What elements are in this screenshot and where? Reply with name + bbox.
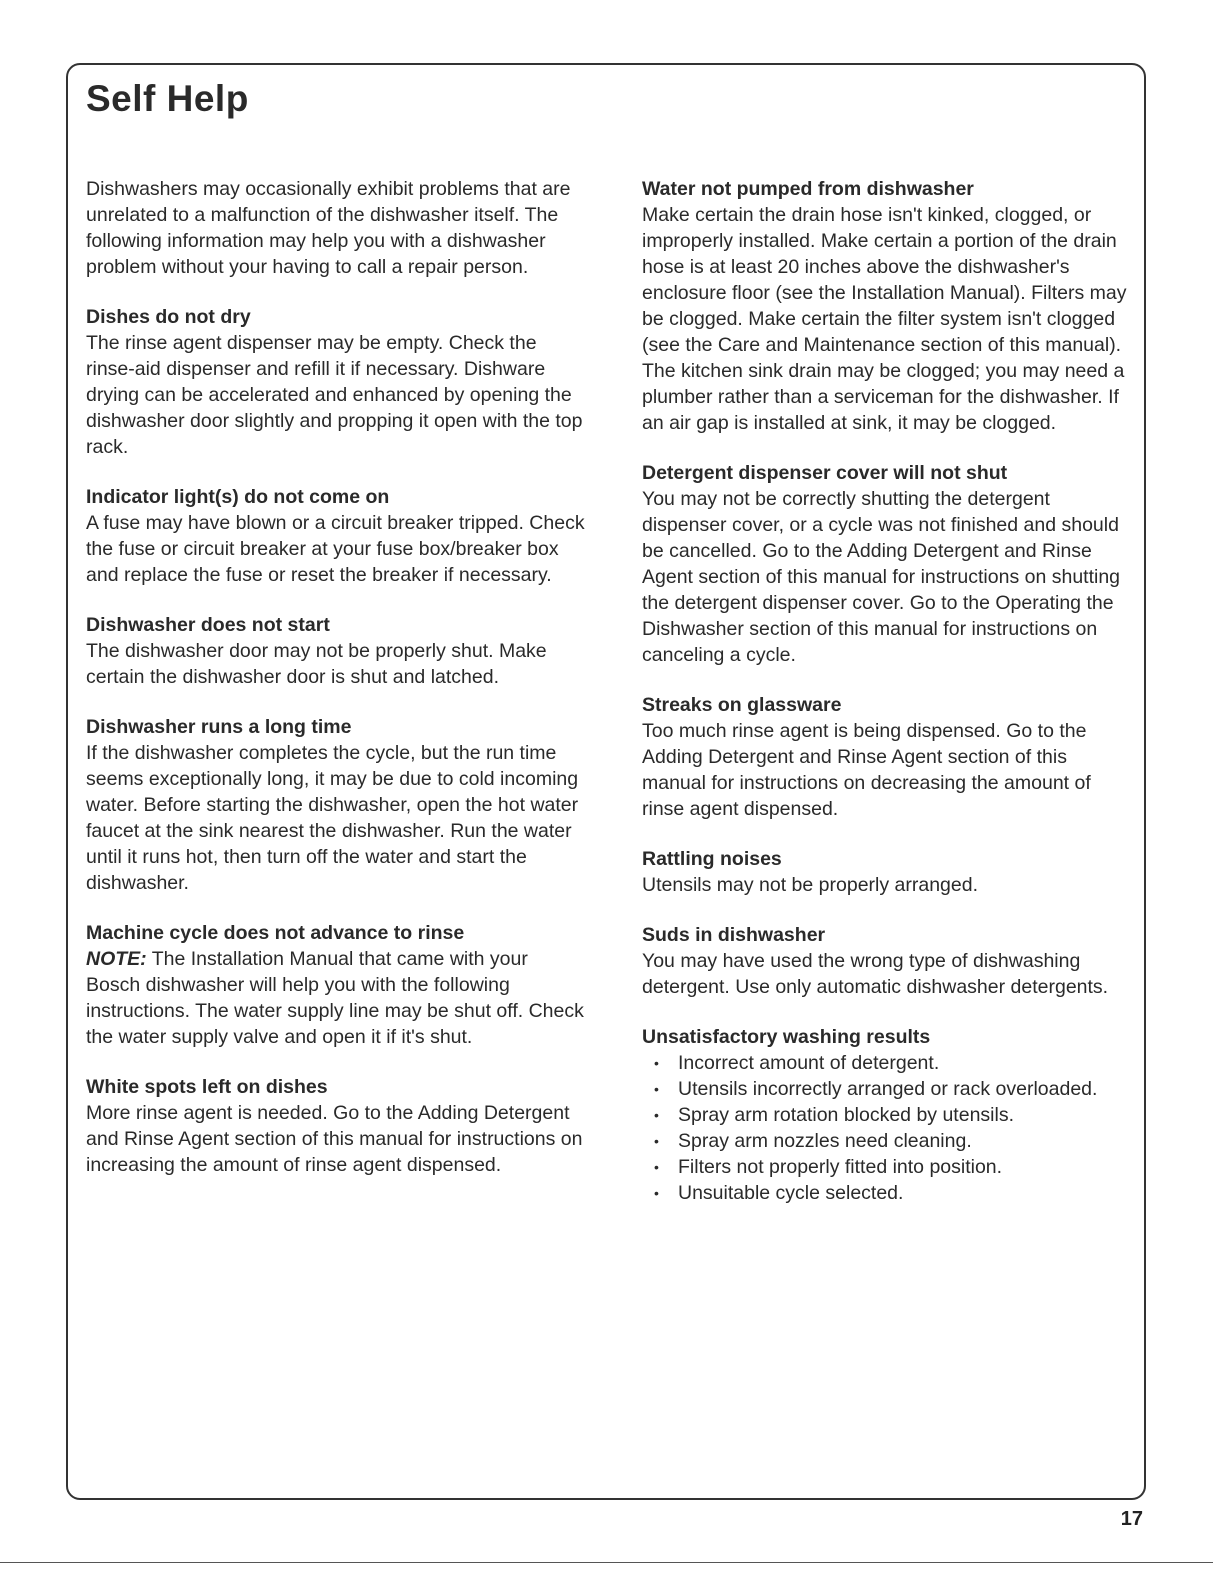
section-heading: Dishwasher runs a long time [86, 716, 352, 738]
section-body: A fuse may have blown or a circuit breaker tripped. Check the fuse or circuit breaker at your fuse box/breaker box and replace the fuse or reset the breaker if necessary. [86, 512, 585, 586]
section-suds [642, 922, 1132, 1000]
section-heading: Water not pumped from dishwasher [642, 178, 974, 200]
section-water-not-pumped [642, 176, 1132, 436]
section-rattling [642, 846, 1132, 898]
left-column [86, 176, 586, 1202]
section-heading: Streaks on glassware [642, 694, 842, 716]
intro-text: Dishwashers may occasionally exhibit problems that are unrelated to a malfunction of the dishwasher itself. The following information may help you with a dishwasher problem without your having to call a repair person. [86, 178, 571, 278]
section-body: Utensils may not be properly arranged. [642, 874, 979, 896]
section-indicator-lights [86, 484, 586, 588]
section-heading: Dishes do not dry [86, 306, 251, 328]
bullet-icon: • [654, 1081, 659, 1097]
section-dishes-do-not-dry [86, 304, 586, 460]
list-item: • Incorrect amount of detergent. [654, 1052, 940, 1074]
bullet-list [642, 1050, 1132, 1206]
section-body: The dishwasher door may not be properly shut. Make certain the dishwasher door is shut and latched. [86, 640, 547, 688]
bullet-icon: • [654, 1159, 659, 1175]
section-heading: Dishwasher does not start [86, 614, 330, 636]
section-body: Make certain the drain hose isn't kinked, clogged, or improperly installed. Make certain a portion of the drain hose is at least 20 inches above the dishwasher's enclosure floor (see the Installation Manual). Filters may be clogged. Make certain the filter system isn't clogged (see the Care and Maintenance section of this manual). The kitchen sink drain may be clogged; you may need a plumber rather than a serviceman for the dishwasher. If an air gap is installed at sink, it may be clogged. [642, 204, 1127, 434]
section-white-spots [86, 1074, 586, 1178]
section-does-not-start [86, 612, 586, 690]
section-body: You may have used the wrong type of dishwashing detergent. Use only automatic dishwasher detergents. [642, 950, 1109, 998]
section-body: If the dishwasher completes the cycle, but the run time seems exceptionally long, it may be due to cold incoming water. Before starting the dishwasher, open the hot water faucet at the sink nearest the dishwasher. Run the water until it runs hot, then turn off the water and start the dishwasher. [86, 742, 579, 894]
section-heading: Unsatisfactory washing results [642, 1026, 931, 1048]
list-item: • Spray arm nozzles need cleaning. [654, 1130, 972, 1152]
section-body: More rinse agent is needed. Go to the Adding Detergent and Rinse Agent section of this manual for instructions on increasing the amount of rinse agent dispensed. [86, 1102, 583, 1176]
page-number: 17 [1120, 1508, 1143, 1530]
right-column [642, 176, 1132, 1230]
section-body: Too much rinse agent is being dispensed. Go to the Adding Detergent and Rinse Agent section of this manual for instructions on decreasing the amount of rinse agent dispensed. [642, 720, 1091, 820]
section-heading: Machine cycle does not advance to rinse [86, 922, 465, 944]
note-label: NOTE: [86, 948, 147, 970]
bottom-rule [0, 1562, 1213, 1563]
section-streaks [642, 692, 1132, 822]
intro-section [86, 176, 586, 280]
list-item: • Utensils incorrectly arranged or rack overloaded. [654, 1078, 1098, 1100]
section-unsatisfactory-results [642, 1024, 1132, 1206]
section-heading: Suds in dishwasher [642, 924, 826, 946]
section-body [86, 946, 586, 1050]
page-title: Self Help [86, 78, 249, 119]
section-heading: Rattling noises [642, 848, 782, 870]
section-cycle-not-advance [86, 920, 586, 1050]
section-body: The rinse agent dispenser may be empty. Check the rinse-aid dispenser and refill it if necessary. Dishware drying can be accelerated and enhanced by opening the dishwasher door slightly and propping it open with the top rack. [86, 332, 583, 458]
list-item: • Spray arm rotation blocked by utensils. [654, 1104, 1014, 1126]
section-heading: Indicator light(s) do not come on [86, 486, 390, 508]
section-runs-long-time [86, 714, 586, 896]
list-item: • Unsuitable cycle selected. [654, 1182, 904, 1204]
section-heading: Detergent dispenser cover will not shut [642, 462, 1008, 484]
section-dispenser-cover [642, 460, 1132, 668]
section-body: You may not be correctly shutting the detergent dispenser cover, or a cycle was not finished and should be cancelled. Go to the Adding Detergent and Rinse Agent section of this manual for instructions on shutting the detergent dispenser cover. Go to the Operating the Dishwasher section of this manual for instructions on canceling a cycle. [642, 488, 1121, 666]
section-heading: White spots left on dishes [86, 1076, 328, 1098]
list-item: • Filters not properly fitted into position. [654, 1156, 1003, 1178]
bullet-icon: • [654, 1055, 659, 1071]
bullet-icon: • [654, 1133, 659, 1149]
note-text: The Installation Manual that came with your Bosch dishwasher will help you with the following instructions. The water supply line may be shut off. Check the water supply valve and open it if it's shut. [86, 948, 584, 1048]
bullet-icon: • [654, 1107, 659, 1123]
bullet-icon: • [654, 1185, 659, 1201]
